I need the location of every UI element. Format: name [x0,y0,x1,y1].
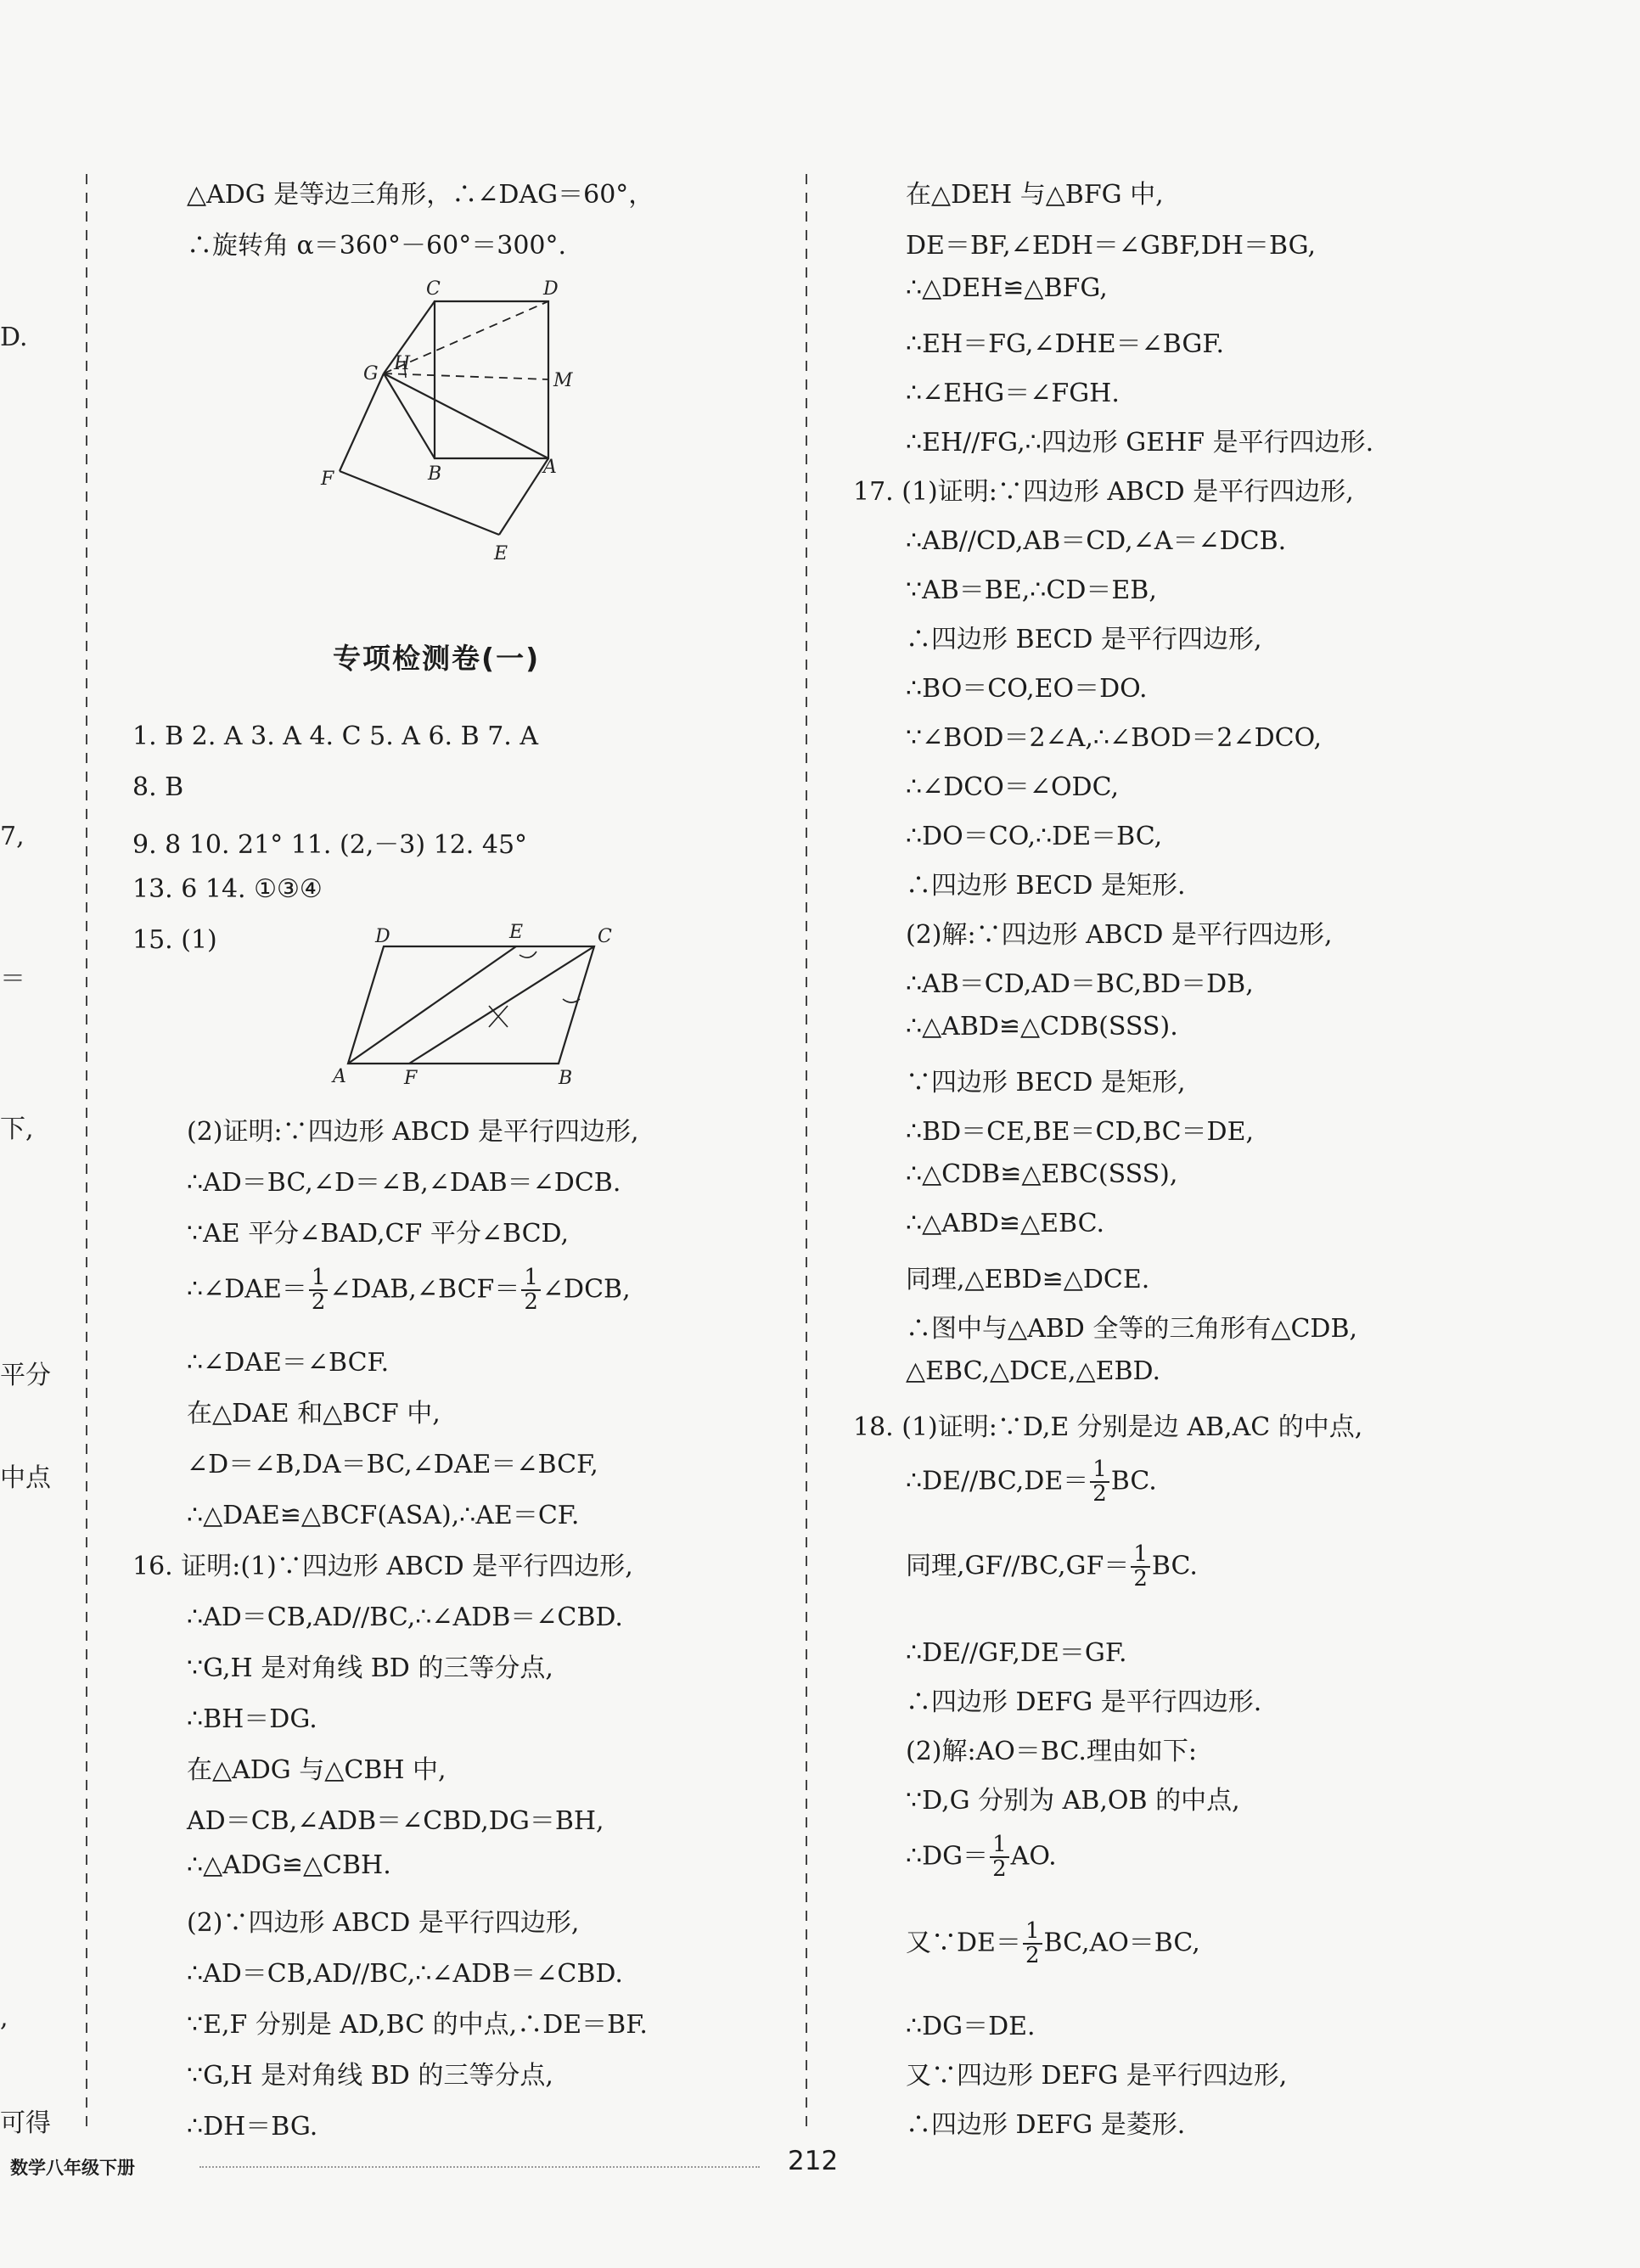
text-line: ∴AB＝CD,AD＝BC,BD＝DB, [906,969,1254,999]
fraction-line [906,1543,1198,1592]
text-line: ∴AD＝BC,∠D＝∠B,∠DAB＝∠DCB. [187,1168,621,1198]
fraction-denominator: 2 [311,1289,326,1316]
text-line: ∴AD＝CB,AD//BC,∴∠ADB＝∠CBD. [187,1603,623,1632]
text-line: ∵AB＝BE,∴CD＝EB, [906,575,1157,605]
edge-fragment: D. [0,323,28,352]
text-line: ∴∠DCO＝∠ODC, [906,772,1120,802]
answer-line: 15. (1) [132,925,217,955]
fraction [521,1266,541,1315]
edge-fragment: 中点 [0,1463,51,1493]
fraction-numerator: 1 [1023,1920,1042,1945]
text-segment: BC. [1151,1551,1198,1581]
text-line: DE＝BF,∠EDH＝∠GBF,DH＝BG, [906,231,1317,261]
text-line: 同理,△EBD≌△DCE. [906,1265,1150,1294]
text-line: ∴EH＝FG,∠DHE＝∠BGF. [906,329,1225,359]
text-line: ∵G,H 是对角线 BD 的三等分点, [187,2061,553,2091]
text-line: 在△ADG 与△CBH 中, [187,1755,447,1785]
text-line: 又∵四边形 DEFG 是平行四边形, [906,2061,1288,2091]
text-line: ∴△CDB≌△EBC(SSS), [906,1159,1178,1189]
text-line: △ADG 是等边三角形，∴∠DAG＝60°， [187,180,654,210]
text-segment: 同理,GF//BC,GF＝ [906,1551,1130,1581]
fig-label-D: D [543,278,559,300]
fig-label-E: E [509,922,524,943]
text-line: ∵G,H 是对角线 BD 的三等分点, [187,1653,553,1683]
edge-fragment: , [0,2003,8,2033]
column-divider-right [804,174,809,2135]
answer-line: 8. B [132,772,184,802]
answer-line: 1. B 2. A 3. A 4. C 5. A 6. B 7. A [132,721,539,751]
fraction [309,1266,329,1315]
text-line: ∴△ADG≌△CBH. [187,1850,391,1880]
text-segment: ∴DG＝ [906,1841,989,1872]
edge-fragment: 平分 [0,1361,51,1390]
fig-label-M: M [553,370,573,391]
text-line: ∵∠BOD＝2∠A,∴∠BOD＝2∠DCO, [906,723,1322,753]
fraction-denominator: 2 [1025,1943,1040,1969]
edge-fragment: 可得 [0,2108,51,2138]
text-line: ∴DH＝BG. [187,2112,318,2142]
text-segment: BC,AO＝BC, [1043,1928,1200,1958]
column-divider-left [84,174,89,2135]
text-line: ∴DE//GF,DE＝GF. [906,1638,1127,1668]
text-line: ∴AB//CD,AB＝CD,∠A＝∠DCB. [906,526,1287,556]
text-line: 17. (1)证明:∵四边形 ABCD 是平行四边形, [853,477,1354,507]
text-line: ∴四边形 DEFG 是菱形. [906,2110,1186,2140]
text-line: ∵E,F 分别是 AD,BC 的中点,∴DE＝BF. [187,2010,648,2040]
text-line: ∴BO＝CO,EO＝DO. [906,674,1148,704]
fraction-denominator: 2 [1133,1566,1148,1592]
text-line: (2)解:∵四边形 ABCD 是平行四边形, [906,920,1333,950]
text-line: ∴△DEH≌△BFG, [906,273,1108,303]
footer-divider [199,2166,760,2168]
fraction-line [906,1458,1157,1507]
fig-label-A: A [333,1066,346,1086]
fraction-line [187,1266,631,1315]
text-line: ∵四边形 BECD 是矩形, [906,1068,1186,1098]
fig-label-F: F [404,1068,418,1086]
fig-label-E: E [494,543,508,564]
text-segment: 又∵DE＝ [906,1928,1021,1958]
text-line: ∴△ABD≌△CDB(SSS). [906,1012,1178,1041]
text-line: ∠D＝∠B,DA＝BC,∠DAE＝∠BCF, [187,1450,598,1479]
text-segment: ∠DAB,∠BCF＝ [329,1274,520,1305]
fraction-numerator: 1 [1090,1458,1109,1483]
fraction-denominator: 2 [524,1289,538,1316]
text-segment: BC. [1110,1466,1157,1496]
text-line: ∴旋转角 α＝360°－60°＝300°. [187,231,567,261]
text-line: ∴四边形 BECD 是矩形. [906,871,1186,901]
fig-label-H: H [394,353,411,374]
edge-fragment: 7, [0,822,25,851]
text-line: (2)解:AO＝BC.理由如下: [906,1737,1197,1766]
fraction [990,1833,1009,1882]
text-line: ∴四边形 BECD 是平行四边形, [906,625,1262,654]
text-line: 在△DAE 和△BCF 中, [187,1399,441,1429]
figure-rotation [306,276,586,586]
text-line: ∴BD＝CE,BE＝CD,BC＝DE, [906,1117,1255,1147]
text-segment: ∠DCB, [542,1274,631,1305]
text-line: 16. 证明:(1)∵四边形 ABCD 是平行四边形, [132,1552,633,1581]
fraction [1023,1920,1042,1968]
answer-line: 9. 8 10. 21° 11. (2,－3) 12. 45° [132,830,528,860]
text-line: (2)∵四边形 ABCD 是平行四边形, [187,1908,580,1938]
fraction [1131,1543,1150,1592]
page-number: 212 [788,2146,839,2176]
figure-parallelogram [323,921,628,1086]
text-line: 18. (1)证明:∵D,E 分别是边 AB,AC 的中点, [853,1412,1363,1442]
text-segment: AO. [1010,1841,1057,1872]
text-line: AD＝CB,∠ADB＝∠CBD,DG＝BH, [187,1806,604,1836]
text-line: ∴AD＝CB,AD//BC,∴∠ADB＝∠CBD. [187,1959,623,1989]
text-line: 在△DEH 与△BFG 中, [906,180,1164,210]
text-line: ∴∠EHG＝∠FGH. [906,379,1120,408]
text-segment: ∴∠DAE＝ [187,1274,307,1305]
text-line: ∴DO＝CO,∴DE＝BC, [906,822,1163,851]
fig-label-G: G [363,363,379,385]
text-line: ∴△ABD≌△EBC. [906,1209,1105,1238]
text-line: ∴四边形 DEFG 是平行四边形. [906,1687,1262,1717]
text-line: △EBC,△DCE,△EBD. [906,1356,1161,1386]
fraction-numerator: 1 [309,1266,329,1291]
fraction-line [906,1833,1057,1882]
answer-line: 13. 6 14. ①③④ [132,874,323,904]
fig-label-B: B [559,1068,573,1086]
fraction-denominator: 2 [1092,1481,1107,1507]
fig-label-C: C [598,926,612,947]
text-line: ∴EH//FG,∴四边形 GEHF 是平行四边形. [906,428,1374,458]
text-line: ∵D,G 分别为 AB,OB 的中点, [906,1786,1240,1816]
text-line: ∴图中与△ABD 全等的三角形有△CDB, [906,1314,1358,1344]
text-line: ∴BH＝DG. [187,1704,317,1734]
edge-fragment: ＝ [0,964,25,994]
fraction [1090,1458,1109,1507]
fig-label-F: F [321,469,334,490]
text-line: ∴DG＝DE. [906,2012,1036,2041]
text-line: ∴∠DAE＝∠BCF. [187,1348,390,1378]
fraction-numerator: 1 [1131,1543,1150,1568]
book-title: 数学八年级下册 [10,2158,135,2178]
section-heading: 专项检测卷(一) [333,642,541,675]
text-line: ∵AE 平分∠BAD,CF 平分∠BCD, [187,1219,570,1249]
fig-label-D: D [375,926,390,947]
fig-label-B: B [428,463,442,485]
fraction-numerator: 1 [990,1833,1009,1858]
text-line: ∴△DAE≌△BCF(ASA),∴AE＝CF. [187,1501,580,1530]
fraction-denominator: 2 [992,1856,1007,1883]
fraction-line [906,1920,1200,1968]
edge-fragment: 下, [0,1114,34,1144]
fraction-numerator: 1 [521,1266,541,1291]
fig-label-C: C [426,278,441,300]
text-line: (2)证明:∵四边形 ABCD 是平行四边形, [187,1117,639,1147]
fig-label-A: A [543,457,557,478]
text-segment: ∴DE//BC,DE＝ [906,1466,1089,1496]
